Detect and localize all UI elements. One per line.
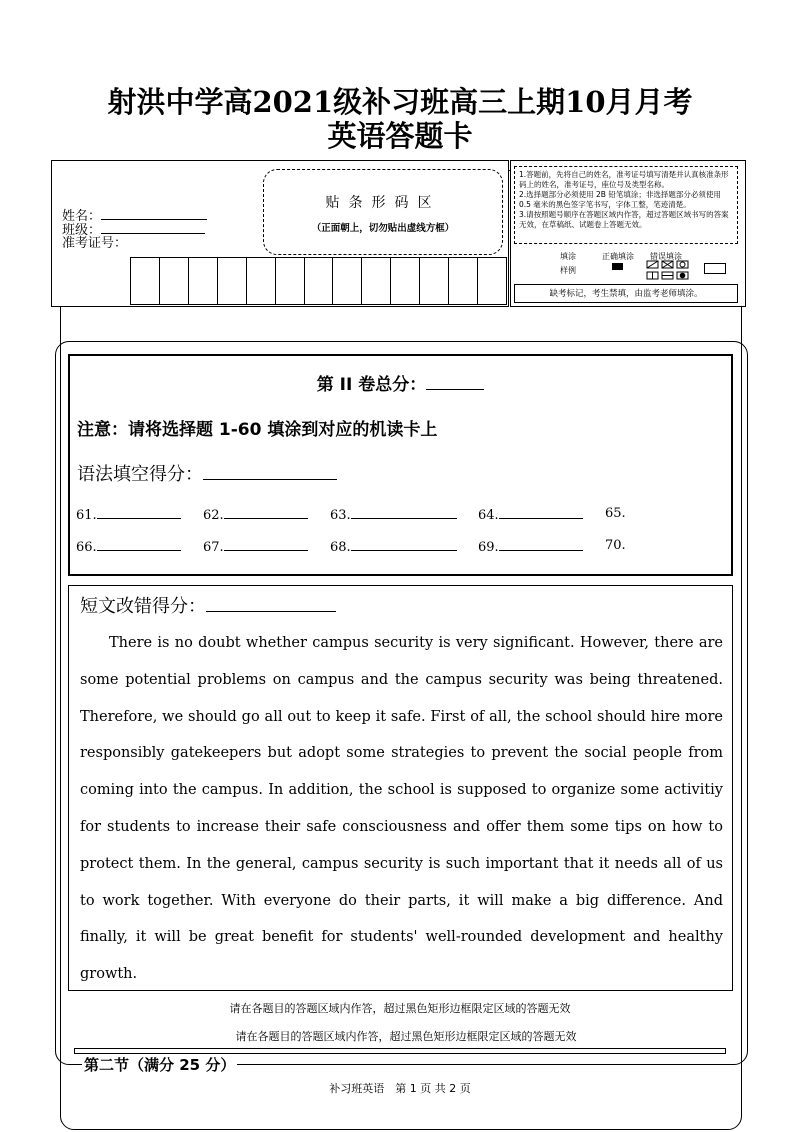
- part2-total: [68, 370, 733, 395]
- part2-total-blank[interactable]: [426, 375, 484, 390]
- answer-67[interactable]: 67.: [203, 538, 308, 555]
- choice-notice: 注意：请将选择题 1-60 填涂到对应的机读卡上: [77, 420, 438, 440]
- answer-70[interactable]: 70.: [605, 538, 626, 553]
- instructions-text: [514, 166, 738, 244]
- exam-number-cell[interactable]: [218, 258, 247, 304]
- correct-fill-mark-icon: [612, 263, 623, 270]
- name-blank[interactable]: [101, 208, 207, 220]
- exam-number-cell[interactable]: [160, 258, 189, 304]
- fill-example: [514, 249, 738, 281]
- exam-number-cell[interactable]: [247, 258, 276, 304]
- wrong-fill-marks-icon: [646, 260, 702, 282]
- part2-total-label: 第 II 卷总分：: [316, 375, 427, 395]
- answer-66[interactable]: 66.: [76, 538, 181, 555]
- answer-61[interactable]: 61.: [76, 506, 181, 523]
- answer-68[interactable]: 68.: [330, 538, 457, 555]
- page-title-line1: 射洪中学高2021级补习班高三上期10月月考: [107, 85, 693, 119]
- exam-number-cell[interactable]: [449, 258, 478, 304]
- page-footer: 补习班英语 第 1 页 共 2 页: [329, 1082, 471, 1095]
- wrong-fill-label: 错误填涂: [650, 252, 682, 261]
- answer-62[interactable]: 62.: [203, 506, 308, 523]
- fill-label-top: 填涂: [560, 252, 576, 261]
- absent-note: 缺考标记，考生禁填，由监考老师填涂。: [514, 284, 738, 303]
- class-blank[interactable]: [101, 222, 205, 234]
- fill-label-bottom: 样例: [560, 266, 576, 275]
- exam-number-cell[interactable]: [478, 258, 506, 304]
- answer-69[interactable]: 69.: [478, 538, 583, 555]
- grammar-score-label: 语法填空得分：: [77, 464, 203, 485]
- name-label: 姓名：: [62, 209, 102, 224]
- exam-number-cell[interactable]: [276, 258, 305, 304]
- answer-63[interactable]: 63.: [330, 506, 457, 523]
- exam-number-grid[interactable]: [130, 257, 507, 305]
- exam-number-cell[interactable]: [333, 258, 362, 304]
- exam-number-cell[interactable]: [131, 258, 160, 304]
- answer-65[interactable]: 65.: [605, 506, 626, 521]
- exam-number-cell[interactable]: [305, 258, 334, 304]
- exam-number-cell[interactable]: [420, 258, 449, 304]
- barcode-subtitle: （正面朝上，切勿贴出虚线方框）: [311, 223, 455, 234]
- answer-64[interactable]: 64.: [478, 506, 583, 523]
- exam-number-cell[interactable]: [362, 258, 391, 304]
- grammar-score: [77, 460, 337, 486]
- instruction-item: 1.答题前，先将自己的姓名，准考证号填写清楚并认真核准条形码上的姓名，准考证号，座位号及类型名称。: [519, 170, 729, 189]
- correction-passage[interactable]: There is no doubt whether campus security is very significant. However, there are some potential problems on campus and the campus security was being threatened. Therefore, we should go all out to keep it safe. First of all, the school should hire more responsibly gatekeepers but adopt some strategies to prevent the social people from coming into the campus. In addition, the school is supposed to organize some activitiy for students to increase their safe consciousness and offer them some tips on how to protect them. In the general, campus security is such important that it needs all of us to work together. With everyone do their parts, it will make a big difference. And finally, it will be great benefit for students' well-rounded development and healthy growth.: [80, 635, 723, 983]
- answer-area-warning-repeat: 请在各题目的答题区域内作答，超过黑色矩形边框限定区域的答题无效: [235, 1030, 577, 1043]
- page-title-line2: 英语答题卡: [327, 119, 473, 153]
- correct-fill-label: 正确填涂: [602, 252, 634, 261]
- class-label: 班级：: [62, 223, 102, 238]
- exam-number-cell[interactable]: [391, 258, 420, 304]
- section2-heading: 第二节（满分 25 分）: [84, 1056, 236, 1074]
- exam-number-cell[interactable]: [189, 258, 218, 304]
- barcode-title: 贴条形码区: [325, 195, 441, 211]
- grammar-score-blank[interactable]: [203, 465, 337, 480]
- barcode-area: [263, 169, 503, 255]
- exam-number-label: 准考证号：: [62, 236, 128, 251]
- correction-score-label: 短文改错得分：: [80, 596, 206, 617]
- instruction-item: 2.选择题部分必须使用 2B 铅笔填涂；非选择题部分必须使用 0.5 毫米的黑色签字笔书写，字体工整，笔迹清楚。: [519, 190, 721, 209]
- answer-area-warning: 请在各题目的答题区域内作答，超过黑色矩形边框限定区域的答题无效: [229, 1002, 571, 1015]
- absent-mark-box[interactable]: [704, 263, 726, 274]
- correction-score-blank[interactable]: [206, 597, 336, 612]
- instruction-item: 3.请按照题号顺序在答题区域内作答，超过答题区域书写的答案无效，在草稿纸、试题卷上答题无效。: [519, 210, 729, 229]
- correction-score: [80, 592, 336, 618]
